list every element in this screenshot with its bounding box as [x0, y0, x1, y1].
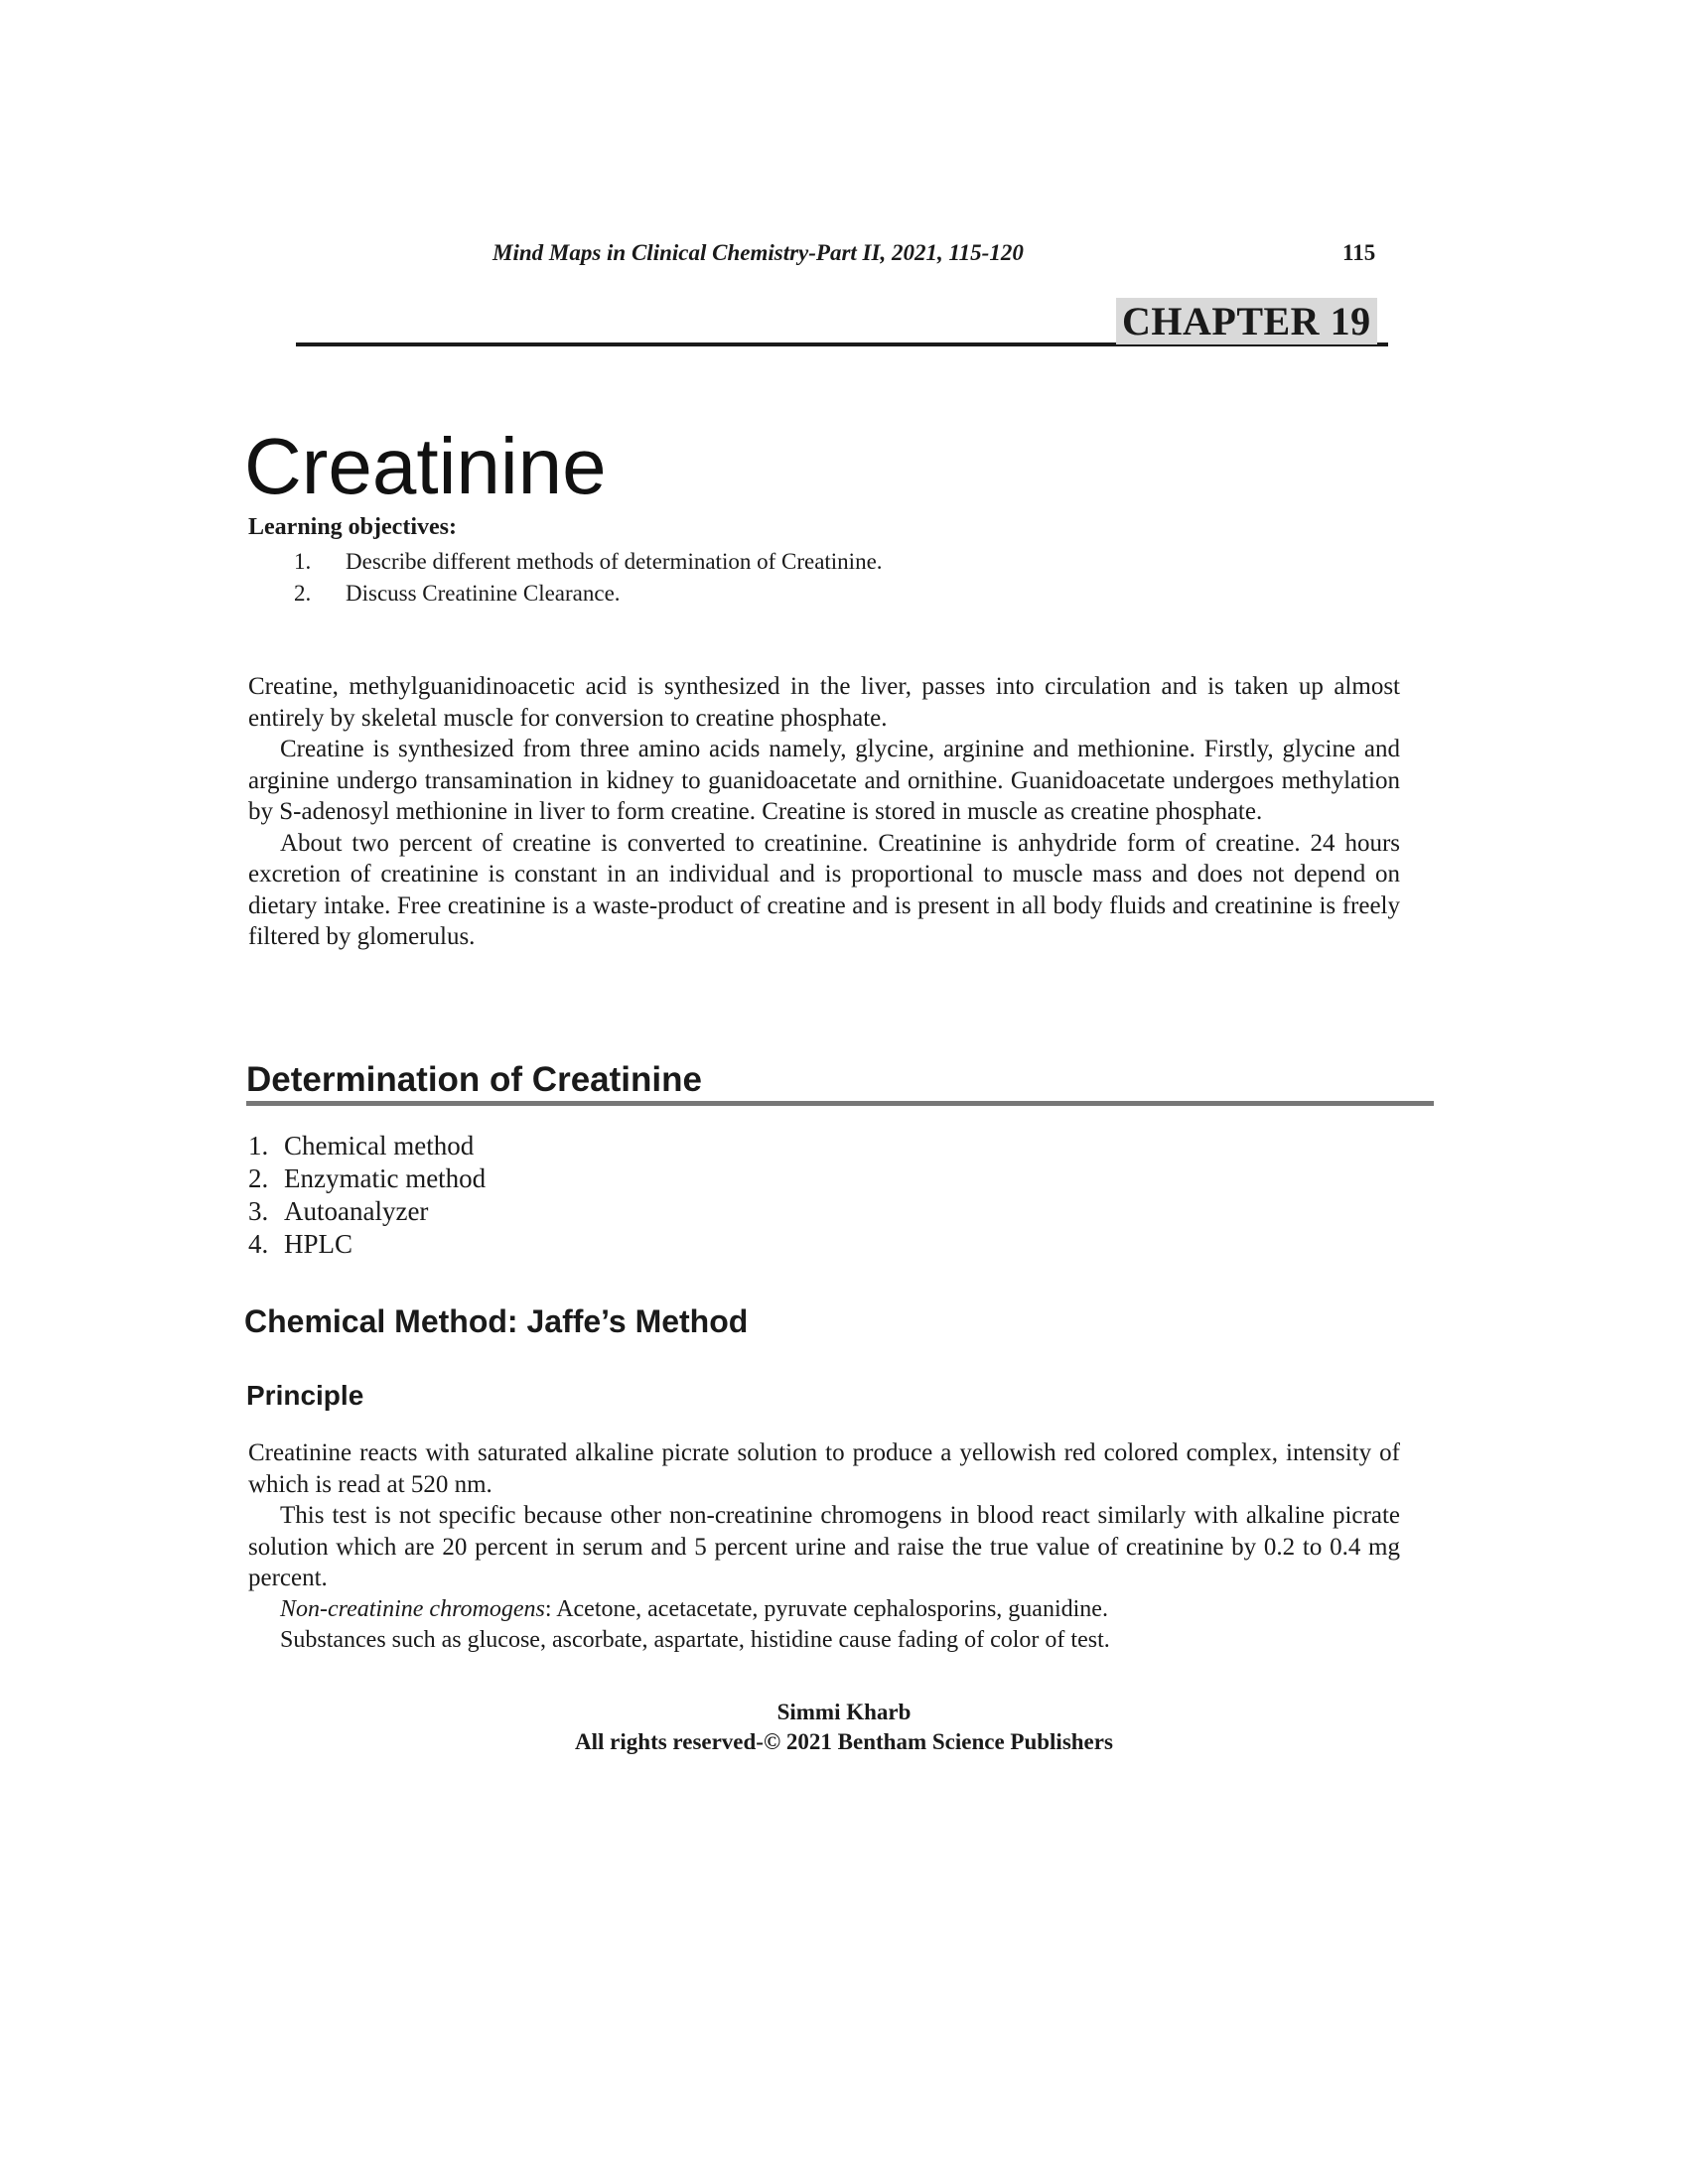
objective-number: 1. [294, 549, 312, 574]
fading-note: Substances such as glucose, ascorbate, aspartate, histidine cause fading of color of test. [280, 1627, 1110, 1653]
method-item [248, 1162, 486, 1195]
section-rule [246, 1101, 1434, 1106]
principle-paragraph: Creatinine reacts with saturated alkaline picrate solution to produce a yellowish red colored complex, intensity of which is read at 520 nm. [248, 1439, 1400, 1498]
chromogens-note [248, 1594, 1400, 1626]
chromogens-label: Non-creatinine chromogens [280, 1595, 545, 1622]
principle-section [248, 1437, 1400, 1657]
intro-paragraph: Creatine is synthesized from three amino acids namely, glycine, arginine and methionine. Firstly, glycine and arginine undergo transamination in kidney to guanidoacetate and ornithine. Guanidoacetate undergoes methylation by S-adenosyl methionine in liver to form creatine. Creatine is stored in muscle as creatine phosphate. [248, 736, 1400, 825]
principle-heading: Principle [246, 1380, 364, 1411]
method-number: 4. [248, 1229, 269, 1259]
method-text: HPLC [284, 1229, 353, 1259]
objective-text: Describe different methods of determination of Creatinine. [346, 549, 883, 574]
method-text: Autoanalyzer [284, 1196, 429, 1226]
intro-paragraph: About two percent of creatine is converted to creatinine. Creatinine is anhydride form of creatine. 24 hours excretion of creatinine is constant in an individual and is proportional to muscle mass and does not depend on dietary intake. Free creatinine is a waste-product of creatine and is present in all body fluids and creatinine is freely filtered by glomerulus. [248, 829, 1400, 950]
running-head: Mind Maps in Clinical Chemistry-Part II, 2021, 115-120 [492, 240, 1024, 265]
method-item [248, 1195, 486, 1228]
principle-paragraph: This test is not specific because other non-creatinine chromogens in blood react similarly with alkaline picrate solution which are 20 percent in serum and 5 percent urine and raise the true value of creatinine by 0.2 to 0.4 mg percent. [248, 1502, 1400, 1591]
objective-text: Discuss Creatinine Clearance. [346, 581, 621, 606]
objective-item [294, 578, 883, 610]
section-heading-determination: Determination of Creatinine [246, 1060, 702, 1099]
chapter-label: CHAPTER 19 [1116, 298, 1377, 344]
method-text: Enzymatic method [284, 1163, 487, 1193]
method-number: 3. [248, 1196, 269, 1226]
method-number: 1. [248, 1131, 269, 1160]
page-number: 115 [1342, 240, 1376, 265]
intro-section [248, 671, 1400, 953]
intro-paragraph: Creatine, methylguanidinoacetic acid is synthesized in the liver, passes into circulation and is taken up almost entirely by skeletal muscle for conversion to creatine phosphate. [248, 673, 1400, 732]
method-item [248, 1130, 486, 1162]
method-item [248, 1228, 486, 1261]
objectives-list [294, 546, 883, 610]
objectives-heading: Learning objectives: [248, 514, 457, 540]
chromogens-text: : Acetone, acetacetate, pyruvate cephalosporins, guanidine. [544, 1595, 1108, 1622]
method-text: Chemical method [284, 1131, 475, 1160]
method-number: 2. [248, 1163, 269, 1193]
footer-rights: All rights reserved-© 2021 Bentham Science Publishers [575, 1729, 1113, 1754]
objective-number: 2. [294, 581, 312, 606]
objective-item [294, 546, 883, 578]
subsection-heading-jaffe: Chemical Method: Jaffe’s Method [244, 1303, 749, 1339]
chapter-title: Creatinine [244, 422, 607, 510]
methods-list [248, 1130, 486, 1261]
footer-author: Simmi Kharb [776, 1700, 912, 1724]
